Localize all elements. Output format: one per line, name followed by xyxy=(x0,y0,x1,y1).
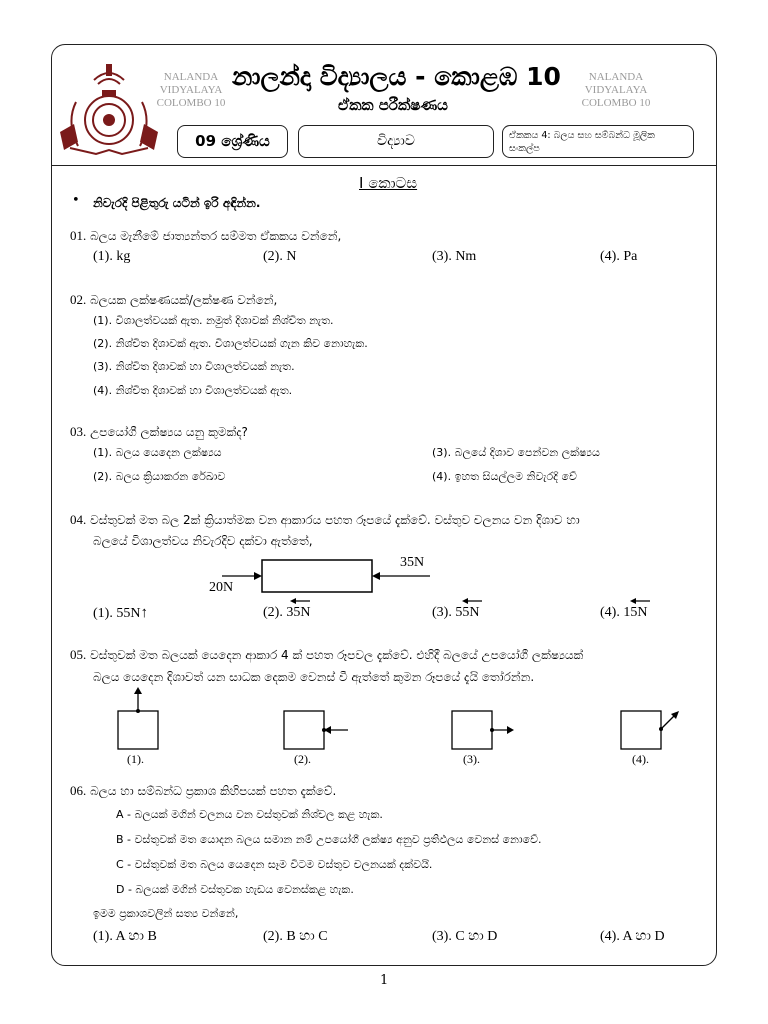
section-title: I කොටස xyxy=(359,174,418,192)
q4-option-3[interactable]: (3). 55N xyxy=(432,605,480,620)
q4-object-box xyxy=(262,560,372,592)
instruction-text: නිවැරදි පිළිතුරු යටින් ඉරි අඳින්න. xyxy=(93,196,261,210)
q6-statement-b: B - වස්තුවක් මත යොදන බලය සමාන නම් උපයෝගී ලක්ෂ්‍ය අනුව ප්‍රතිඵලය වෙනස් නොවේ. xyxy=(116,833,542,846)
question-4-line-1: 04. වස්තුවක් මත බල 2ක් ක්‍රියාත්මක වන ආකාරය පහත රූපයේ දැක්වේ. වස්තුව චලනය වන දිශාව හා xyxy=(70,512,580,527)
question-6: 06. බලය හා සම්බන්ධ ප්‍රකාශ කිහිපයක් පහත දැක්වේ. xyxy=(70,783,337,798)
school-title: නාලන්දා විද්‍යාලය - කොළඹ 10 xyxy=(232,62,561,91)
q5-label-4[interactable]: (4). xyxy=(632,752,649,766)
q4-right-force-label: 35N xyxy=(400,555,425,570)
page-number: 1 xyxy=(380,973,389,988)
question-3: 03. උපයෝගී ලක්ෂ්‍යය යනු කුමක්ද? xyxy=(70,424,248,439)
q5-diagrams xyxy=(100,685,700,755)
q6-option-1[interactable]: (1). A හා B xyxy=(93,929,157,944)
header-divider xyxy=(51,165,717,166)
q1-option-1[interactable]: (1). kg xyxy=(93,249,131,264)
q4-option-2[interactable]: (2). 35N xyxy=(263,605,311,620)
question-4-line-2: බලයේ විශාලත්වය නිවැරදිව දක්වා ඇත්තේ, xyxy=(93,534,313,548)
question-2: 02. බලයක ලක්ෂණයක්/ලක්ෂණ වන්නේ, xyxy=(70,292,278,307)
q5-figure-3 xyxy=(452,711,514,749)
q5-label-1[interactable]: (1). xyxy=(127,752,144,766)
q5-label-2[interactable]: (2). xyxy=(294,752,311,766)
q1-option-2[interactable]: (2). N xyxy=(263,249,297,264)
question-1: 01. බලය මැනීමේ ජාත්‍යන්තර සම්මත ඒකකය වන්නේ, xyxy=(70,228,342,243)
q5-figure-2 xyxy=(284,711,348,749)
subject-box: විද්‍යාව xyxy=(298,125,494,158)
q1-option-4[interactable]: (4). Pa xyxy=(600,249,638,264)
up-arrow-icon: ↑ xyxy=(140,605,148,621)
q2-option-4[interactable]: (4). නිශ්චිත දිශාවක් හා විශාලත්වයක් ඇත. xyxy=(93,384,293,397)
left-arrow-icon xyxy=(630,597,650,605)
q1-option-3[interactable]: (3). Nm xyxy=(432,249,477,264)
q6-prompt: ඉමම ප්‍රකාශවලින් සත්‍ය වන්නේ, xyxy=(93,907,239,920)
q5-figure-4 xyxy=(621,711,679,749)
q2-option-2[interactable]: (2). නිශ්චිත දිශාවක් ඇත. විශාලත්වයක් ගැන කිව නොහැක. xyxy=(93,337,368,350)
q2-option-1[interactable]: (1). විශාලත්වයක් ඇත. නමුත් දිශාවක් නිශ්චිත නැත. xyxy=(93,314,334,327)
question-5-line-2: බලය යෙදෙන දිශාවත් යන සාධක දෙකම වෙනස් වී ඇත්තේ කුමන රූපයේ දැයි තෝරන්න. xyxy=(93,670,535,684)
q5-label-3[interactable]: (3). xyxy=(463,752,480,766)
q2-option-3[interactable]: (3). නිශ්චිත දිශාවක් හා විශාලත්වයක් නැත. xyxy=(93,360,295,373)
q6-option-4[interactable]: (4). A හා D xyxy=(600,929,665,944)
exam-title: ඒකක පරීක්ෂණය xyxy=(338,96,448,114)
q4-option-1[interactable]: (1). 55N↑ xyxy=(93,605,148,621)
grade-box: 09 ශ්‍රේණිය xyxy=(177,125,288,158)
q6-statement-a: A - බලයක් මගින් චලනය වන වස්තුවක් නිශ්චල කළ හැක. xyxy=(116,808,383,821)
q6-statement-d: D - බලයක් මගින් වස්තුවක හැඩය වෙනස්කළ හැක. xyxy=(116,883,354,896)
q3-option-4[interactable]: (4). ඉහත සියල්ලම නිවැරදි වේ xyxy=(432,470,577,483)
unit-box: ඒකකය 4: බලය සහ සම්බන්ධ මූලික සංකල්ප xyxy=(502,125,694,158)
q3-option-2[interactable]: (2). බලය ක්‍රියාකරන රේඛාව xyxy=(93,470,226,483)
side-text-left: NALANDA VIDYALAYA COLOMBO 10 xyxy=(156,71,226,109)
q6-option-2[interactable]: (2). B හා C xyxy=(263,929,328,944)
q4-option-4[interactable]: (4). 15N xyxy=(600,605,648,620)
q6-statement-c: C - වස්තුවක් මත බලය යෙදෙන සෑම විටම වස්තුව චලනයක් දක්වයි. xyxy=(116,858,433,871)
q3-option-3[interactable]: (3). බලයේ දිශාව පෙන්වන ලක්ෂ්‍යය xyxy=(432,446,600,459)
q5-figure-1 xyxy=(118,687,158,749)
side-text-right: NALANDA VIDYALAYA COLOMBO 10 xyxy=(581,71,651,109)
question-5-line-1: 05. වස්තුවක් මත බලයක් යෙදෙන ආකාර 4 ක් පහත රූපවල දැක්වේ. එහිදී බලයේ උපයෝගී ලක්ෂ්‍යයක් xyxy=(70,647,584,662)
bullet-icon: • xyxy=(72,193,80,208)
q4-left-force-label: 20N xyxy=(209,580,234,595)
left-arrow-icon xyxy=(462,597,482,605)
q3-option-1[interactable]: (1). බලය යෙදෙන ලක්ෂ්‍යය xyxy=(93,446,222,459)
left-arrow-icon xyxy=(290,597,310,605)
q6-option-3[interactable]: (3). C හා D xyxy=(432,929,498,944)
